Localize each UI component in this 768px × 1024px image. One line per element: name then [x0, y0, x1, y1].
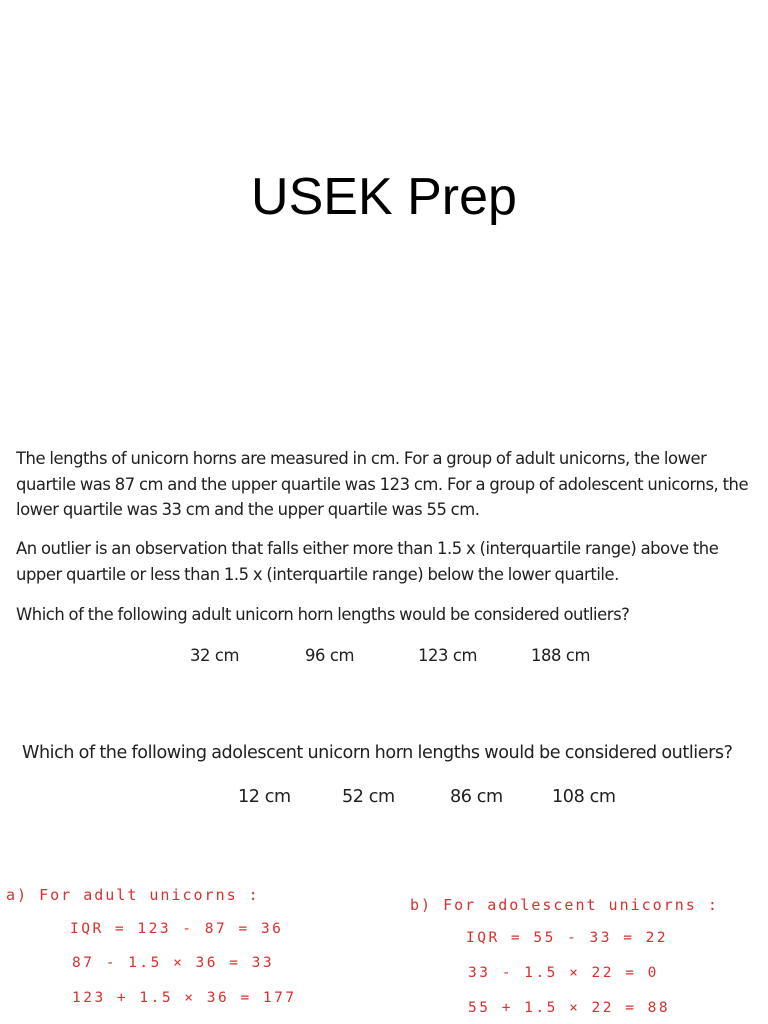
question-adolescent: Which of the following adolescent unicorn horn lengths would be considered outliers?	[22, 743, 733, 763]
problem-statement: The lengths of unicorn horns are measured in cm. For a group of adult unicorns, the lower quartile was 87 cm and the upper quartile was 123 cm. For a group of adolescent unicorns, the lower quartile was 33 cm and the upper quartile was 55 cm.	[16, 449, 749, 519]
adolescent-option: 52 cm	[342, 787, 395, 807]
solution-a-heading: a) For adult unicorns :	[6, 886, 260, 904]
solution-b-line: 55 + 1.5 × 22 = 88	[468, 1000, 671, 1016]
adolescent-option: 108 cm	[552, 787, 616, 807]
adult-option: 96 cm	[305, 646, 355, 665]
question-adult: Which of the following adult unicorn horn lengths would be considered outliers?	[16, 605, 630, 624]
adult-option: 123 cm	[418, 646, 478, 665]
solution-b-line: IQR = 55 - 33 = 22	[466, 930, 669, 946]
solution-b-heading: b) For adolescent unicorns :	[410, 896, 719, 914]
adolescent-option: 86 cm	[450, 787, 503, 807]
solution-b-line: 33 - 1.5 × 22 = 0	[468, 965, 659, 981]
adolescent-option: 12 cm	[238, 787, 291, 807]
adult-option: 188 cm	[531, 646, 591, 665]
adult-option: 32 cm	[190, 646, 240, 665]
slide-title: USEK Prep	[251, 168, 517, 226]
solution-a-line: IQR = 123 - 87 = 36	[70, 921, 284, 937]
solution-a-line: 87 - 1.5 × 36 = 33	[72, 955, 275, 971]
solution-a-line: 123 + 1.5 × 36 = 177	[72, 990, 297, 1006]
outlier-definition: An outlier is an observation that falls either more than 1.5 x (interquartile range) above the upper quartile or less than 1.5 x (interquartile range) below the lower quartile.	[16, 539, 719, 584]
